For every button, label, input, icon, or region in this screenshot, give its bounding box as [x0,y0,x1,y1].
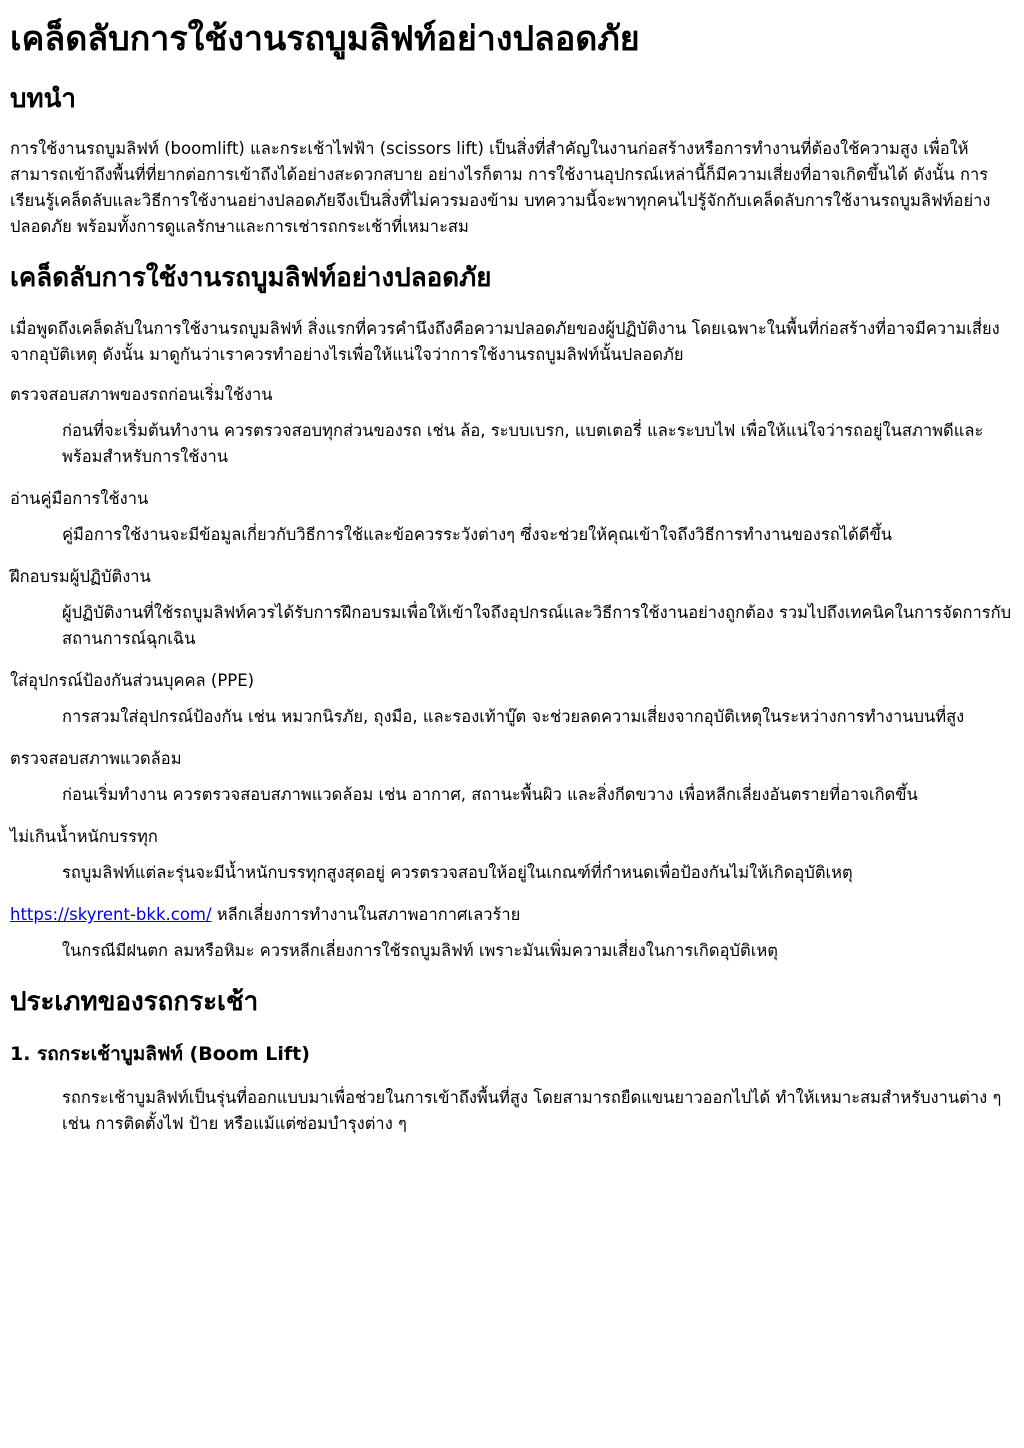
tip-desc: การสวมใส่อุปกรณ์ป้องกัน เช่น หมวกนิรภัย, ถุงมือ, และรองเท้าบู๊ต จะช่วยลดความเสี่ยงจากอุบัติเหตุในระหว่างการทำงานบนที่สูง [62,707,965,727]
tip-term: ฝึกอบรมผู้ปฏิบัติงาน [10,567,151,587]
tips-heading: เคล็ดลับการใช้งานรถบูมลิฟท์อย่างปลอดภัย [10,263,492,294]
tip-term: ไม่เกินน้ำหนักบรรทุก [10,827,158,847]
intro-heading: บทนำ [10,83,77,114]
tip-desc: คู่มือการใช้งานจะมีข้อมูลเกี่ยวกับวิธีการใช้และข้อควรระวังต่างๆ ซึ่งจะช่วยให้คุณเข้าใจถึงวิธีการทำงานของรถได้ดีขึ้น [62,525,893,545]
tip-term: ใส่อุปกรณ์ป้องกันส่วนบุคคล (PPE) [10,671,255,691]
tip-term-text: หลีกเลี่ยงการทำงานในสภาพอากาศเลวร้าย [211,905,521,925]
types-heading: ประเภทของรถกระเช้า [10,987,259,1018]
tip-desc: ผู้ปฏิบัติงานที่ใช้รถบูมลิฟท์ควรได้รับการฝึกอบรมเพื่อให้เข้าใจถึงอุปกรณ์และวิธีการใช้งานอย่างถูกต้อง รวมไปถึงเทคนิคในการจัดการกับสถานการณ์ฉุกเฉิน [62,603,1012,649]
intro-paragraph: การใช้งานรถบูมลิฟท์ (boomlift) และกระเช้าไฟฟ้า (scissors lift) เป็นสิ่งที่สำคัญในงานก่อสร้างหรือการทำงานที่ต้องใช้ความสูง เพื่อให้สามารถเข้าถึงพื้นที่ที่ยากต่อการเข้าถึงได้อย่างสะดวกสบาย อย่างไรก็ตาม การใช้งานอุปกรณ์เหล่านี้ก็มีความเสี่ยงที่อาจเกิดขึ้นได้ ดังนั้น การเรียนรู้เคล็ดลับและวิธีการใช้งานอย่างปลอดภัยจึงเป็นสิ่งที่ไม่ควรมองข้าม บทความนี้จะพาทุกคนไปรู้จักกับเคล็ดลับการใช้งานรถบูมลิฟท์อย่างปลอดภัย พร้อมทั้งการดูแลรักษาและการเช่ารถกระเช้าที่เหมาะสม [10,139,991,237]
skyrent-link[interactable]: https://skyrent-bkk.com/ [10,905,212,925]
tips-paragraph: เมื่อพูดถึงเคล็ดลับในการใช้งานรถบูมลิฟท์ สิ่งแรกที่ควรคำนึงถึงคือความปลอดภัยของผู้ปฏิบัติงาน โดยเฉพาะในพื้นที่ก่อสร้างที่อาจมีความเสี่ยงจากอุบัติเหตุ ดังนั้น มาดูกันว่าเราควรทำอย่างไรเพื่อให้แน่ใจว่าการใช้งานรถบูมลิฟท์นั้นปลอดภัย [10,319,1000,365]
tip-term: ตรวจสอบสภาพแวดล้อม [10,749,182,769]
page-title: เคล็ดลับการใช้งานรถบูมลิฟท์อย่างปลอดภัย [10,19,640,59]
tip-desc: ในกรณีมีฝนตก ลมหรือหิมะ ควรหลีกเลี่ยงการใช้รถบูมลิฟท์ เพราะมันเพิ่มความเสี่ยงในการเกิดอุบัติเหตุ [62,941,778,961]
tip-desc: รถบูมลิฟท์แต่ละรุ่นจะมีน้ำหนักบรรทุกสูงสุดอยู่ ควรตรวจสอบให้อยู่ในเกณฑ์ที่กำหนดเพื่อป้องกันไม่ให้เกิดอุบัติเหตุ [62,863,853,883]
tip-term: อ่านคู่มือการใช้งาน [10,489,149,509]
tip-term-with-link [10,902,1014,928]
tip-term: ตรวจสอบสภาพของรถก่อนเริ่มใช้งาน [10,385,273,405]
tip-desc: ก่อนเริ่มทำงาน ควรตรวจสอบสภาพแวดล้อม เช่น อากาศ, สถานะพื้นผิว และสิ่งกีดขวาง เพื่อหลีกเลี่ยงอันตรายที่อาจเกิดขึ้น [62,785,918,805]
boom-lift-heading: 1. รถกระเช้าบูมลิฟท์ (Boom Lift) [10,1042,310,1065]
tip-desc: ก่อนที่จะเริ่มต้นทำงาน ควรตรวจสอบทุกส่วนของรถ เช่น ล้อ, ระบบเบรก, แบตเตอรี่ และระบบไฟ เพื่อให้แน่ใจว่ารถอยู่ในสภาพดีและพร้อมสำหรับการใช้งาน [62,421,984,467]
types-list [10,1085,1014,1137]
boom-lift-desc: รถกระเช้าบูมลิฟท์เป็นรุ่นที่ออกแบบมาเพื่อช่วยในการเข้าถึงพื้นที่สูง โดยสามารถยืดแขนยาวออกไปได้ ทำให้เหมาะสมสำหรับงานต่าง ๆ เช่น การติดตั้งไฟ ป้าย หรือแม้แต่ซ่อมบำรุงต่าง ๆ [62,1087,1002,1133]
tips-list [10,382,1014,964]
